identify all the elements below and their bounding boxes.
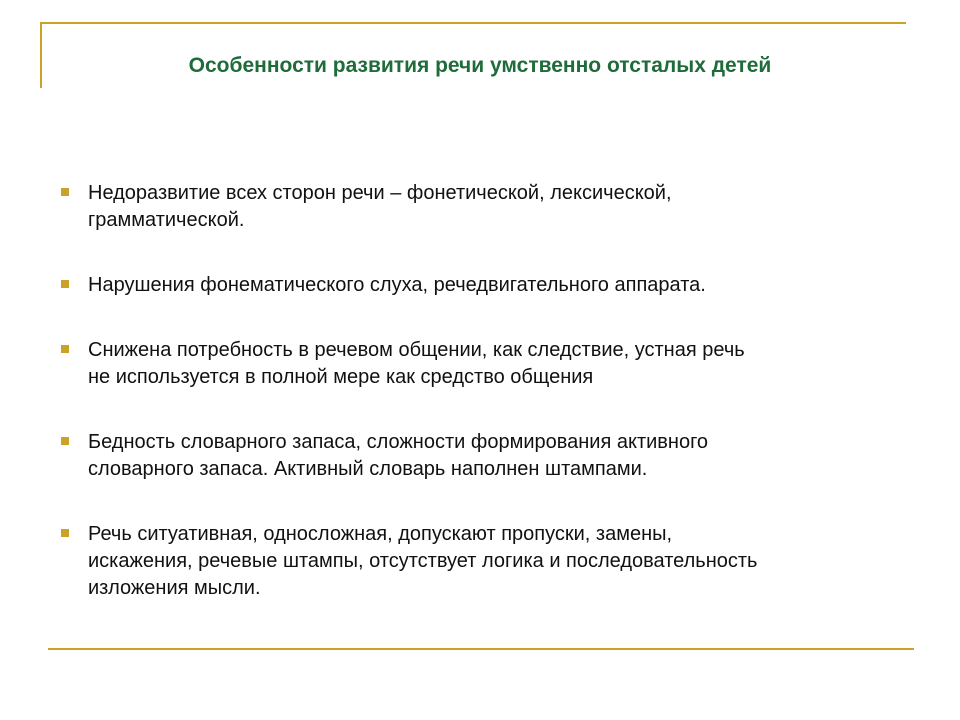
item-line: не используется в полной мере как средство общения	[88, 366, 594, 388]
item-line: Недоразвитие всех сторон речи – фонетической, лексической,	[88, 182, 672, 204]
frame-top-border	[40, 22, 906, 24]
square-bullet-icon	[61, 188, 69, 196]
list-item	[58, 272, 918, 299]
list-item	[58, 429, 918, 483]
square-bullet-icon	[61, 437, 69, 445]
item-line: Бедность словарного запаса, сложности формирования активного	[88, 431, 709, 453]
item-line: искажения, речевые штампы, отсутствует логика и последовательность	[88, 550, 758, 572]
square-bullet-icon	[61, 280, 69, 288]
item-line: Снижена потребность в речевом общении, как следствие, устная речь	[88, 339, 745, 361]
list-item	[58, 337, 918, 391]
square-bullet-icon	[61, 345, 69, 353]
item-line: Речь ситуативная, односложная, допускают пропуски, замены,	[88, 523, 673, 545]
item-line: изложения мысли.	[88, 577, 261, 599]
list-item	[58, 521, 918, 602]
item-line: словарного запаса. Активный словарь наполнен штампами.	[88, 458, 648, 480]
bullet-list	[58, 180, 918, 640]
item-line: Нарушения фонематического слуха, речедвигательного аппарата.	[88, 274, 706, 296]
slide-title: Особенности развития речи умственно отсталых детей	[188, 54, 772, 77]
frame-bottom-border	[48, 648, 914, 650]
square-bullet-icon	[61, 529, 69, 537]
item-line: грамматической.	[88, 209, 245, 231]
list-item	[58, 180, 918, 234]
